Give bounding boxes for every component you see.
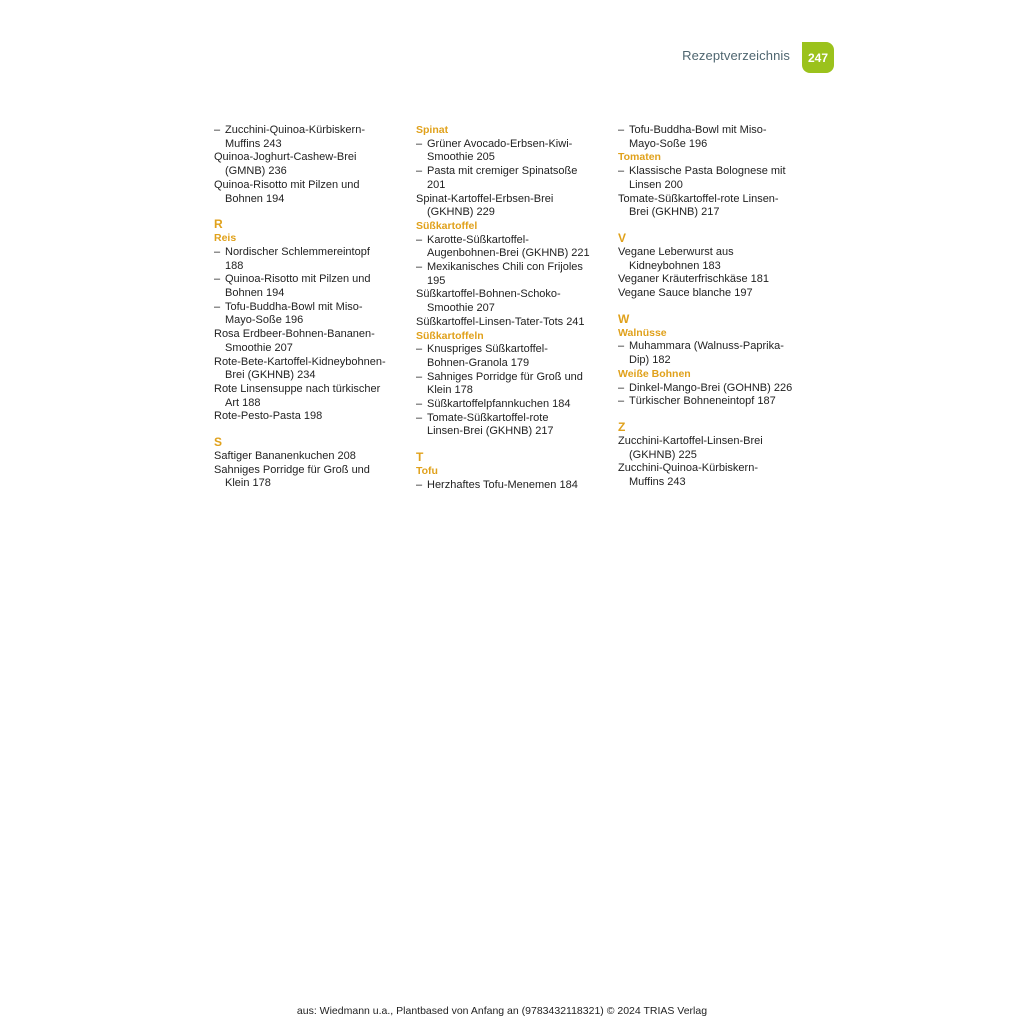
entry-line: – Knuspriges Süßkartoffel-: [427, 343, 548, 356]
entry-line: (GKHNB) 229: [427, 206, 495, 219]
entry-line: – Pasta mit cremiger Spinatsoße: [427, 165, 578, 178]
entry-line: Bohnen 194: [225, 192, 285, 205]
entry-line: 188: [225, 259, 244, 272]
index-group-heading: [618, 368, 798, 382]
entry-line: Tomaten: [618, 151, 661, 164]
section-title: Rezeptverzeichnis: [682, 48, 790, 63]
entry-line: Brei (GKHNB) 234: [225, 369, 316, 382]
entry-line: Rote-Pesto-Pasta 198: [214, 410, 323, 423]
entry-line: – Tofu-Buddha-Bowl mit Miso-: [629, 124, 767, 136]
index-subentry: [618, 165, 798, 192]
entry-line: Zucchini-Kartoffel-Linsen-Brei: [618, 434, 763, 447]
entry-line: Saftiger Bananenkuchen 208: [214, 450, 356, 463]
index-entry: [618, 273, 798, 287]
entry-line: Smoothie 205: [427, 151, 495, 164]
entry-line: Rosa Erdbeer-Bohnen-Bananen-: [214, 328, 375, 341]
index-group-heading: [416, 330, 596, 344]
entry-line: Vegane Sauce blanche 197: [618, 287, 753, 300]
entry-line: Süßkartoffeln: [416, 329, 484, 342]
index-subentry: [416, 371, 596, 398]
entry-line: Tofu: [416, 465, 438, 478]
page-number-badge: 247: [802, 42, 834, 73]
index-subentry: [214, 301, 394, 328]
index-subentry: [618, 382, 798, 396]
index-group-heading: [416, 220, 596, 234]
entry-line: Muffins 243: [629, 476, 686, 489]
entry-line: Spinat-Kartoffel-Erbsen-Brei: [416, 192, 554, 205]
index-group-heading: [214, 232, 394, 246]
entry-line: Vegane Leberwurst aus: [618, 245, 734, 258]
entry-line: V: [618, 230, 627, 245]
index-letter-heading: [618, 420, 798, 435]
entry-line: – Klassische Pasta Bolognese mit: [629, 165, 786, 178]
entry-line: Art 188: [225, 396, 261, 409]
index-subentry: [214, 246, 394, 273]
index-subentry: [214, 273, 394, 300]
index-subentry: [618, 395, 798, 409]
index-column-2: [416, 124, 596, 493]
index-group-heading: [416, 124, 596, 138]
entry-line: – Karotte-Süßkartoffel-: [427, 233, 529, 246]
index-subentry: [618, 124, 798, 151]
entry-line: Veganer Kräuterfrischkäse 181: [618, 273, 770, 286]
index-entry: [618, 287, 798, 301]
entry-line: Mayo-Soße 196: [629, 137, 708, 150]
entry-line: Kidneybohnen 183: [629, 259, 721, 272]
entry-line: Klein 178: [225, 477, 271, 490]
index-subentry: [416, 479, 596, 493]
entry-line: – Zucchini-Quinoa-Kürbiskern-: [225, 124, 365, 136]
entry-line: 195: [427, 274, 446, 287]
entry-line: – Dinkel-Mango-Brei (GOHNB) 226: [629, 381, 793, 394]
entry-line: Klein 178: [427, 384, 473, 397]
entry-line: Smoothie 207: [427, 302, 495, 315]
entry-line: (GMNB) 236: [225, 165, 287, 178]
entry-line: Zucchini-Quinoa-Kürbiskern-: [618, 462, 758, 475]
entry-line: – Muhammara (Walnuss-Paprika-: [629, 340, 784, 353]
entry-line: – Türkischer Bohneneintopf 187: [629, 395, 776, 408]
index-entry: [618, 193, 798, 220]
index-entry: [214, 356, 394, 383]
index-entry: [416, 288, 596, 315]
entry-line: Bohnen-Granola 179: [427, 356, 530, 369]
index-column-3: [618, 124, 798, 490]
entry-line: Walnüsse: [618, 326, 667, 339]
index-subentry: [416, 412, 596, 439]
index-group-heading: [618, 151, 798, 165]
entry-line: Brei (GKHNB) 217: [629, 206, 720, 219]
index-letter-heading: [416, 450, 596, 465]
index-entry: [618, 246, 798, 273]
index-entry: [214, 410, 394, 424]
index-letter-heading: [214, 217, 394, 232]
entry-line: Z: [618, 419, 626, 434]
entry-line: – Sahniges Porridge für Groß und: [427, 370, 583, 383]
entry-line: – Tomate-Süßkartoffel-rote: [427, 411, 549, 424]
index-group-heading: [618, 327, 798, 341]
index-letter-heading: [618, 312, 798, 327]
footer-citation: aus: Wiedmann u.a., Plantbased von Anfang an (9783432118321) © 2024 TRIAS Verlag: [296, 1005, 708, 1017]
entry-line: – Herzhaftes Tofu-Menemen 184: [427, 478, 578, 491]
entry-line: – Grüner Avocado-Erbsen-Kiwi-: [427, 137, 573, 150]
index-entry: [214, 151, 394, 178]
entry-line: Mayo-Soße 196: [225, 314, 304, 327]
index-entry: [416, 193, 596, 220]
index-subentry: [214, 124, 394, 151]
entry-line: Muffins 243: [225, 137, 282, 150]
entry-line: – Süßkartoffelpfannkuchen 184: [427, 398, 571, 411]
entry-line: Quinoa-Joghurt-Cashew-Brei: [214, 151, 357, 164]
entry-line: Rote-Bete-Kartoffel-Kidneybohnen-: [214, 355, 386, 368]
index-entry: [214, 328, 394, 355]
entry-line: Dip) 182: [629, 354, 671, 367]
index-group-heading: [416, 465, 596, 479]
index-subentry: [416, 138, 596, 165]
index-subentry: [416, 165, 596, 192]
index-subentry: [416, 343, 596, 370]
index-subentry: [618, 340, 798, 367]
entry-line: – Nordischer Schlemmereintopf: [225, 245, 370, 258]
entry-line: (GKHNB) 225: [629, 448, 697, 461]
entry-line: Rote Linsensuppe nach türkischer: [214, 382, 381, 395]
index-entry: [214, 179, 394, 206]
index-letter-heading: [214, 435, 394, 450]
index-subentry: [416, 261, 596, 288]
entry-line: Linsen 200: [629, 178, 683, 191]
index-entry: [214, 383, 394, 410]
entry-line: Reis: [214, 232, 237, 245]
entry-line: – Quinoa-Risotto mit Pilzen und: [225, 273, 371, 286]
entry-line: Quinoa-Risotto mit Pilzen und: [214, 178, 360, 191]
index-entry: [618, 435, 798, 462]
index-subentry: [416, 234, 596, 261]
entry-line: Süßkartoffel-Bohnen-Schoko-: [416, 288, 561, 301]
entry-line: Süßkartoffel: [416, 219, 478, 232]
index-column-1: [214, 124, 394, 491]
index-letter-heading: [618, 231, 798, 246]
entry-line: – Tofu-Buddha-Bowl mit Miso-: [225, 300, 363, 313]
index-entry: [214, 450, 394, 464]
entry-line: Augenbohnen-Brei (GKHNB) 221: [427, 247, 590, 260]
entry-line: Tomate-Süßkartoffel-rote Linsen-: [618, 192, 779, 205]
index-entry: [416, 316, 596, 330]
index-entry: [618, 462, 798, 489]
entry-line: – Mexikanisches Chili con Frijoles: [427, 261, 583, 274]
entry-line: Süßkartoffel-Linsen-Tater-Tots 241: [416, 315, 585, 328]
entry-line: Spinat: [416, 124, 449, 136]
entry-line: T: [416, 450, 424, 465]
index-subentry: [416, 398, 596, 412]
entry-line: S: [214, 435, 223, 450]
entry-line: Linsen-Brei (GKHNB) 217: [427, 425, 554, 438]
entry-line: R: [214, 217, 223, 232]
entry-line: W: [618, 311, 630, 326]
index-entry: [214, 464, 394, 491]
entry-line: 201: [427, 178, 446, 191]
entry-line: Smoothie 207: [225, 341, 293, 354]
entry-line: Weiße Bohnen: [618, 367, 691, 380]
entry-line: Sahniges Porridge für Groß und: [214, 463, 370, 476]
entry-line: Bohnen 194: [225, 287, 285, 300]
